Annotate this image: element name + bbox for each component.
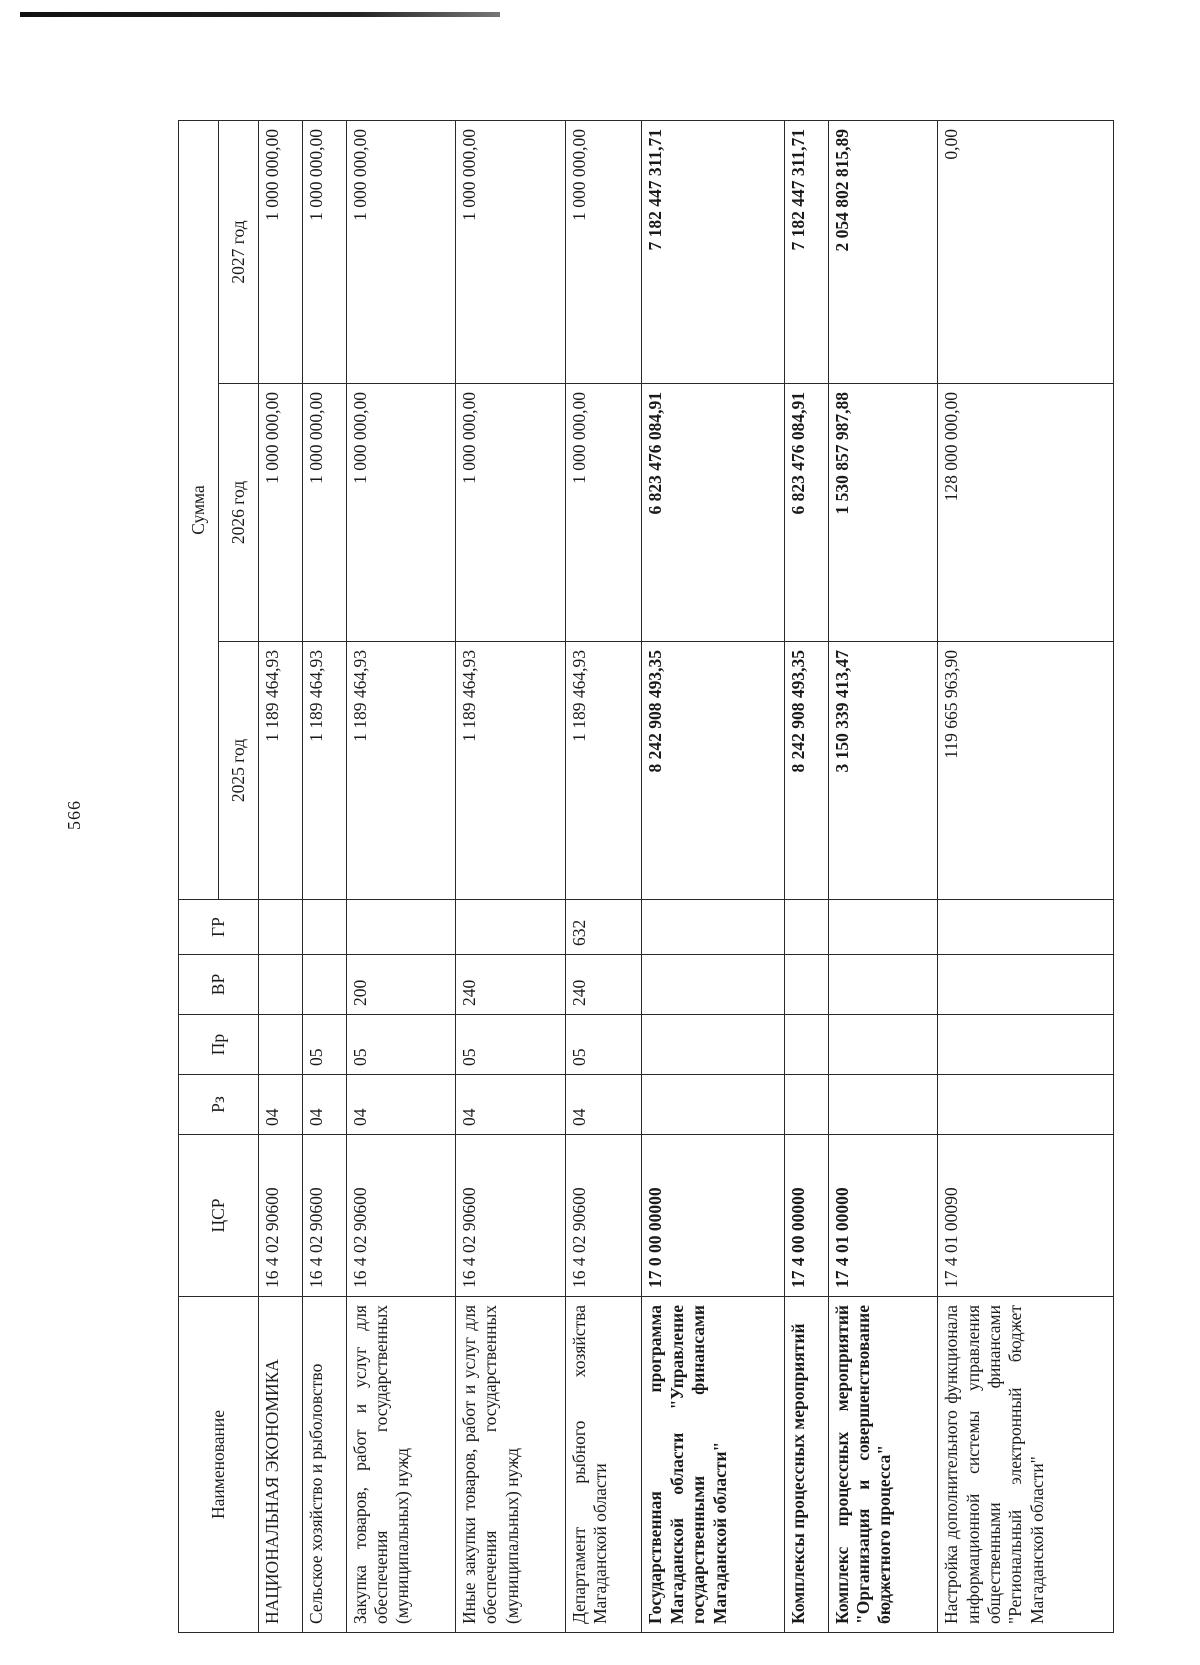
header-2027: 2027 год <box>219 121 259 384</box>
row-sum-2026-cell: 1 530 857 987,88 <box>828 384 938 642</box>
table-row <box>642 121 785 1633</box>
header-2025: 2025 год <box>219 642 259 900</box>
row-name-cell: НАЦИОНАЛЬНАЯ ЭКОНОМИКА <box>259 1297 303 1633</box>
scan-edge-artifact <box>20 12 500 17</box>
row-gr-cell <box>785 900 829 955</box>
row-csr-cell: 16 4 02 90600 <box>259 1135 303 1297</box>
row-sum-2027-cell: 7 182 447 311,71 <box>642 121 785 384</box>
row-sum-2025-cell: 1 189 464,93 <box>565 642 642 900</box>
row-gr-cell <box>828 900 938 955</box>
row-sum-2025-cell: 119 665 963,90 <box>938 642 1114 900</box>
row-sum-2026-cell: 1 000 000,00 <box>302 384 346 642</box>
row-rz-cell <box>785 1075 829 1135</box>
row-sum-2027-cell: 1 000 000,00 <box>456 121 566 384</box>
header-csr: ЦСР <box>179 1135 259 1297</box>
row-gr-cell <box>938 900 1114 955</box>
row-sum-2027-cell: 0,00 <box>938 121 1114 384</box>
row-gr-cell <box>642 900 785 955</box>
table-row <box>828 121 938 1633</box>
row-vr-cell <box>828 955 938 1015</box>
table-row <box>565 121 642 1633</box>
row-sum-2027-cell: 2 054 802 815,89 <box>828 121 938 384</box>
row-sum-2025-cell: 1 189 464,93 <box>259 642 303 900</box>
row-rz-cell <box>828 1075 938 1135</box>
row-sum-2026-cell: 1 000 000,00 <box>259 384 303 642</box>
row-rz-cell <box>938 1075 1114 1135</box>
row-rz-cell: 04 <box>456 1075 566 1135</box>
row-gr-cell <box>346 900 456 955</box>
row-sum-2027-cell: 1 000 000,00 <box>346 121 456 384</box>
page-number: 566 <box>64 800 84 830</box>
row-pr-cell <box>828 1015 938 1075</box>
header-gr: ГР <box>179 900 259 955</box>
row-csr-cell: 16 4 02 90600 <box>456 1135 566 1297</box>
row-rz-cell: 04 <box>346 1075 456 1135</box>
row-name-cell: Иные закупки товаров, работ и услуг для обеспечения государственных (муниципальных) нужд <box>456 1297 566 1633</box>
row-pr-cell <box>642 1015 785 1075</box>
table-row <box>938 121 1114 1633</box>
row-name-cell: Сельское хозяйство и рыболовство <box>302 1297 346 1633</box>
row-sum-2026-cell: 1 000 000,00 <box>456 384 566 642</box>
table-row <box>302 121 346 1633</box>
row-vr-cell <box>259 955 303 1015</box>
row-sum-2025-cell: 1 189 464,93 <box>302 642 346 900</box>
row-vr-cell: 240 <box>456 955 566 1015</box>
row-gr-cell <box>456 900 566 955</box>
row-gr-cell <box>302 900 346 955</box>
header-2026: 2026 год <box>219 384 259 642</box>
row-sum-2027-cell: 7 182 447 311,71 <box>785 121 829 384</box>
table-row <box>456 121 566 1633</box>
header-sum: Сумма <box>179 121 219 900</box>
row-sum-2025-cell: 1 189 464,93 <box>346 642 456 900</box>
row-gr-cell: 632 <box>565 900 642 955</box>
row-pr-cell: 05 <box>302 1015 346 1075</box>
row-csr-cell: 16 4 02 90600 <box>346 1135 456 1297</box>
row-sum-2027-cell: 1 000 000,00 <box>302 121 346 384</box>
row-sum-2026-cell: 6 823 476 084,91 <box>642 384 785 642</box>
row-rz-cell: 04 <box>259 1075 303 1135</box>
row-sum-2025-cell: 8 242 908 493,35 <box>785 642 829 900</box>
row-sum-2025-cell: 3 150 339 413,47 <box>828 642 938 900</box>
row-sum-2027-cell: 1 000 000,00 <box>565 121 642 384</box>
row-pr-cell: 05 <box>346 1015 456 1075</box>
row-vr-cell: 200 <box>346 955 456 1015</box>
row-sum-2026-cell: 1 000 000,00 <box>565 384 642 642</box>
row-csr-cell: 17 4 00 00000 <box>785 1135 829 1297</box>
row-name-cell: Департамент рыбного хозяйства Магаданской области <box>565 1297 642 1633</box>
row-name-cell: Настройка дополнительного функционала информационной системы управления общественными финансами "Региональный электронный бюджет Магаданской области" <box>938 1297 1114 1633</box>
table-body <box>259 121 1114 1633</box>
budget-table <box>178 120 1114 1633</box>
row-rz-cell: 04 <box>565 1075 642 1135</box>
row-pr-cell: 05 <box>565 1015 642 1075</box>
header-name: Наименование <box>179 1297 259 1633</box>
row-rz-cell: 04 <box>302 1075 346 1135</box>
row-csr-cell: 16 4 02 90600 <box>302 1135 346 1297</box>
row-pr-cell <box>259 1015 303 1075</box>
table-row <box>785 121 829 1633</box>
row-vr-cell <box>785 955 829 1015</box>
row-rz-cell <box>642 1075 785 1135</box>
row-sum-2025-cell: 8 242 908 493,35 <box>642 642 785 900</box>
row-sum-2026-cell: 1 000 000,00 <box>346 384 456 642</box>
row-vr-cell <box>938 955 1114 1015</box>
row-pr-cell <box>785 1015 829 1075</box>
row-vr-cell <box>642 955 785 1015</box>
row-name-cell: Государственная программа Магаданской области "Управление государственными финансами Магаданской области" <box>642 1297 785 1633</box>
row-pr-cell: 05 <box>456 1015 566 1075</box>
table-row <box>259 121 303 1633</box>
header-rz: Рз <box>179 1075 259 1135</box>
row-name-cell: Закупка товаров, работ и услуг для обеспечения государственных (муниципальных) нужд <box>346 1297 456 1633</box>
row-pr-cell <box>938 1015 1114 1075</box>
row-name-cell: Комплексы процессных мероприятий <box>785 1297 829 1633</box>
row-csr-cell: 17 0 00 00000 <box>642 1135 785 1297</box>
row-gr-cell <box>259 900 303 955</box>
header-pr: Пр <box>179 1015 259 1075</box>
row-sum-2027-cell: 1 000 000,00 <box>259 121 303 384</box>
row-vr-cell: 240 <box>565 955 642 1015</box>
row-csr-cell: 16 4 02 90600 <box>565 1135 642 1297</box>
row-csr-cell: 17 4 01 00090 <box>938 1135 1114 1297</box>
row-sum-2026-cell: 128 000 000,00 <box>938 384 1114 642</box>
table-row <box>346 121 456 1633</box>
row-vr-cell <box>302 955 346 1015</box>
row-name-cell: Комплекс процессных мероприятий "Организация и совершенствование бюджетного процесса" <box>828 1297 938 1633</box>
row-sum-2025-cell: 1 189 464,93 <box>456 642 566 900</box>
row-csr-cell: 17 4 01 00000 <box>828 1135 938 1297</box>
rotated-table-container <box>178 121 1114 1633</box>
header-vr: ВР <box>179 955 259 1015</box>
row-sum-2026-cell: 6 823 476 084,91 <box>785 384 829 642</box>
